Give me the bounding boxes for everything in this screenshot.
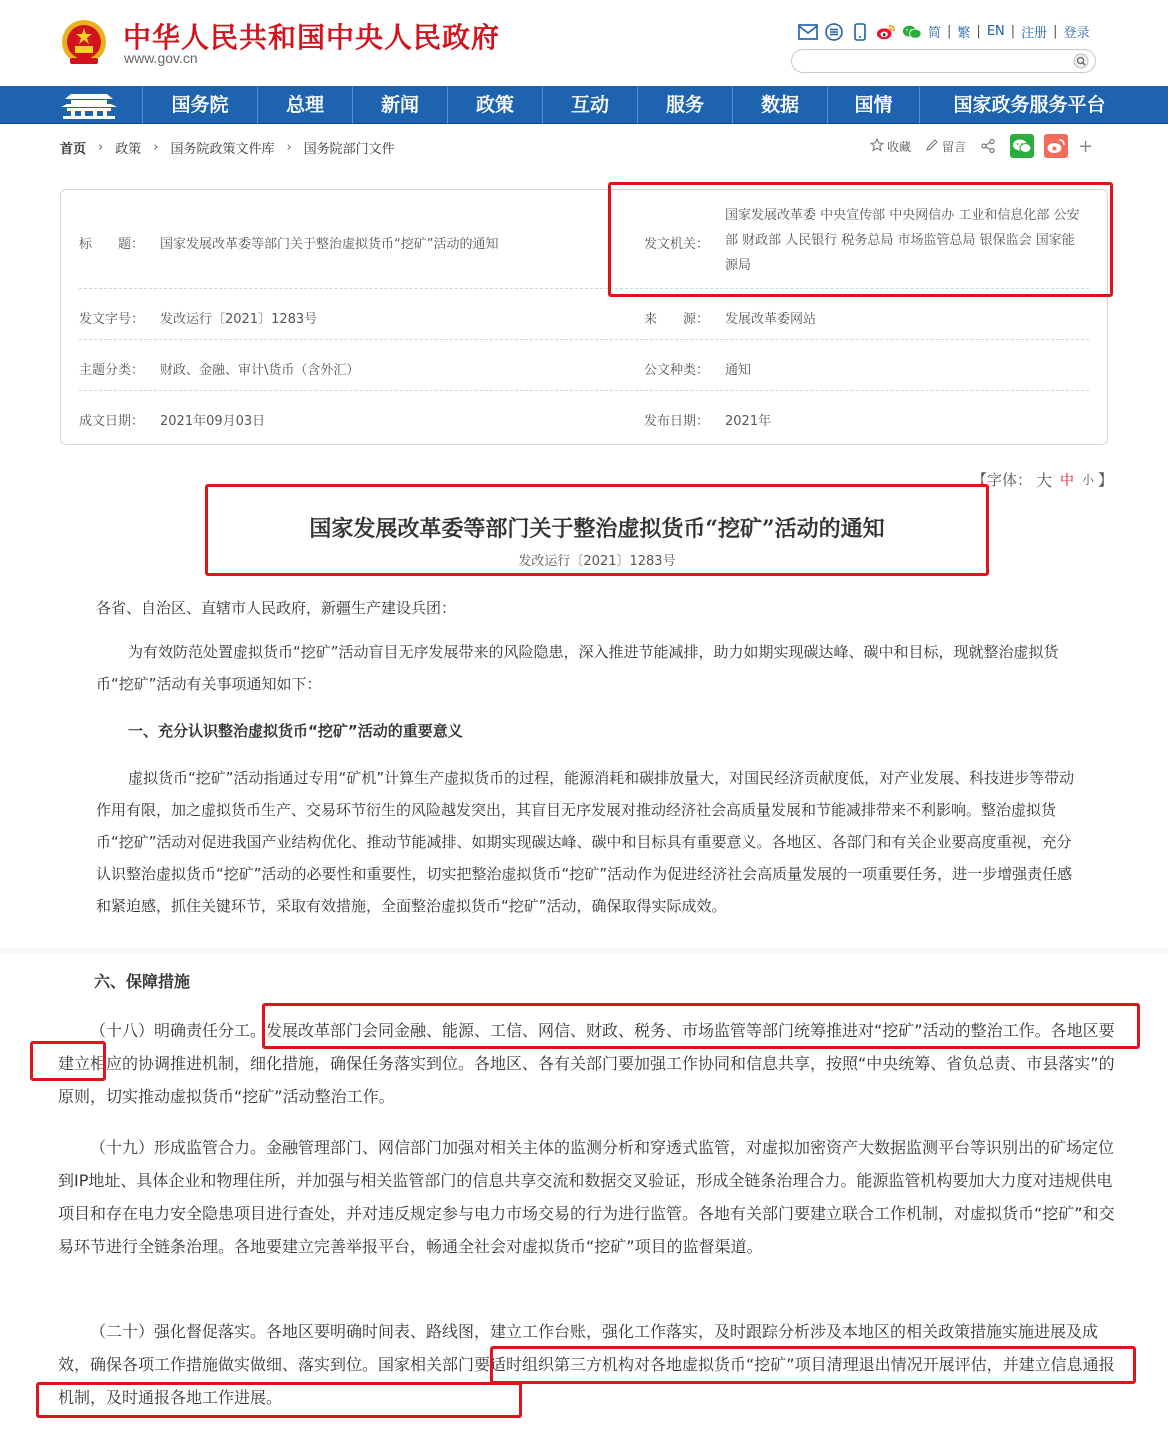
breadcrumb-home-link[interactable]: 首页 <box>60 142 87 157</box>
doc-number-label: 发文字号： <box>79 312 145 327</box>
mail-icon[interactable] <box>798 22 818 42</box>
publish-date-label: 发布日期： <box>644 414 710 429</box>
font-size-switcher <box>972 468 1113 491</box>
login-link[interactable]: 登录 <box>1063 26 1090 41</box>
more-share-button[interactable]: + <box>1078 135 1094 157</box>
document-number: 发改运行〔2021〕1283号 <box>518 554 676 569</box>
source-value: 发展改革委网站 <box>725 312 817 327</box>
lang-separator: | <box>1010 24 1016 39</box>
section-6-heading: 六、保障措施 <box>94 972 191 991</box>
topic-label: 主题分类： <box>79 363 145 378</box>
written-date-label: 成文日期： <box>79 414 145 429</box>
search-input[interactable] <box>791 49 1096 73</box>
font-size-small-button[interactable]: 小 <box>1082 473 1095 487</box>
info-row-docno <box>79 289 1089 340</box>
lang-links <box>928 22 1090 41</box>
rss-icon[interactable] <box>824 22 844 42</box>
lang-separator: | <box>976 24 981 39</box>
doc-type-label: 公文种类： <box>644 363 710 378</box>
site-url[interactable]: www.gov.cn <box>124 50 198 66</box>
intro-paragraph: 为有效防范处置虚拟货币“挖矿”活动盲目无序发展带来的风险隐患，深入推进节能减排，助力如期实现碳达峰、碳中和目标，现就整治虚拟货币“挖矿”活动有关事项通知如下： <box>96 643 1059 693</box>
doc-type-value: 通知 <box>725 363 752 378</box>
font-size-open: 【字体： <box>972 471 1033 489</box>
item-19-paragraph: （十九）形成监管合力。金融管理部门、网信部门加强对相关主体的监测分析和穿透式监管，对虚拟加密资产大数据监测平台等识别出的矿场定位到IP地址、具体企业和物理住所，并加强与相关监管部门的信息共享交流和数据交叉验证，形成全链条治理合力。能源监管机构要加大力度对违规供电项目和存在电力安全隐患项目进行查处，并对违反规定参与电力市场交易的行为进行监管。各地有关部门要建立联合工作机制，对虚拟货币“挖矿”和交易环节进行全链条治理。各地要建立完善举报平台，畅通全社会对虚拟货币“挖矿”项目的监督渠道。 <box>58 1138 1115 1256</box>
section-1-body: 虚拟货币“挖矿”活动指通过专用“矿机”计算生产虚拟货币的过程，能源消耗和碳排放量大，对国民经济贡献度低，对产业发展、科技进步等带动作用有限，加之虚拟货币生产、交易环节衍生的风险越发突出，其盲目无序发展对推动经济社会高质量发展和节能减排带来不利影响。整治虚拟货币“挖矿”活动对促进我国产业结构优化、推动节能减排、如期实现碳达峰、碳中和目标具有重要意义。各地区、各部门和有关企业要高度重视，充分认识整治虚拟货币“挖矿”活动的必要性和重要性，切实把整治虚拟货币“挖矿”活动作为促进经济社会高质量发展的一项重要任务，进一步增强责任感和紧迫感，抓住关键环节，采取有效措施，全面整治虚拟货币“挖矿”活动，确保取得实际成效。 <box>96 769 1075 915</box>
font-size-medium-button[interactable]: 中 <box>1060 472 1075 489</box>
chevron-right-icon: › <box>98 140 104 155</box>
screenshot-seam <box>0 948 1168 954</box>
issuer-value: 国家发展改革委 中央宣传部 中央网信办 工业和信息化部 公安部 财政部 人民银行 税务总局 市场监管总局 银保监会 国家能源局 <box>725 208 1080 273</box>
written-date-value: 2021年09月03日 <box>160 414 266 429</box>
info-row-dates <box>79 391 1089 445</box>
document-title: 国家发展改革委等部门关于整治虚拟货币“挖矿”活动的通知 <box>309 516 885 542</box>
lang-english-link[interactable]: EN <box>986 24 1005 39</box>
breadcrumb <box>60 138 395 157</box>
weibo-icon[interactable] <box>876 22 896 42</box>
item-18-paragraph: （十八）明确责任分工。发展改革部门会同金融、能源、工信、网信、财政、税务、市场监管等部门统筹推进对“挖矿”活动的整治工作。各地区要建立相应的协调推进机制，细化措施，确保任务落实到位。各地区、各有关部门要加强工作协同和信息共享，按照“中央统筹、省负总责、市县落实”的原则，切实推动虚拟货币“挖矿”活动整治工作。 <box>58 1021 1115 1106</box>
lang-traditional-link[interactable]: 繁 <box>957 26 971 41</box>
font-size-close: 】 <box>1098 471 1114 489</box>
wechat-icon[interactable] <box>902 22 922 42</box>
breadcrumb-policy-link[interactable]: 政策 <box>115 142 142 157</box>
mobile-icon[interactable] <box>850 22 870 42</box>
section-1-heading: 一、充分认识整治虚拟货币“挖矿”活动的重要意义 <box>128 722 463 740</box>
info-row-topic <box>79 340 1089 391</box>
share-weibo-icon[interactable] <box>1044 134 1068 158</box>
title-value: 国家发展改革委等部门关于整治虚拟货币“挖矿”活动的通知 <box>160 237 499 252</box>
nav-item-news[interactable]: 新闻 <box>352 86 447 124</box>
nav-item-premier[interactable]: 总理 <box>257 86 352 124</box>
nav-item-service[interactable]: 服务 <box>637 86 732 124</box>
star-icon <box>870 138 884 155</box>
chevron-right-icon: › <box>286 140 292 155</box>
national-emblem-icon[interactable] <box>60 18 108 68</box>
nav-home-icon[interactable] <box>52 86 126 124</box>
search-icon[interactable] <box>1073 53 1089 69</box>
comment-label: 留言 <box>942 139 967 154</box>
register-link[interactable]: 注册 <box>1021 26 1048 41</box>
lang-separator: | <box>1053 24 1058 39</box>
issuer-label: 发文机关： <box>644 237 710 252</box>
breadcrumb-library-link[interactable]: 国务院政策文件库 <box>170 142 275 157</box>
lang-separator: | <box>947 24 952 39</box>
main-nav <box>0 86 1168 124</box>
info-row-title <box>79 190 1089 289</box>
chevron-right-icon: › <box>153 140 159 155</box>
collect-label: 收藏 <box>887 139 912 154</box>
site-header <box>0 0 1168 86</box>
page-tools <box>870 134 1093 158</box>
nav-item-national-conditions[interactable]: 国情 <box>827 86 919 124</box>
source-label: 来 源： <box>644 312 710 327</box>
share-icon[interactable] <box>980 138 996 154</box>
collect-button[interactable] <box>870 138 911 155</box>
share-wechat-icon[interactable] <box>1010 134 1034 158</box>
lang-simplified-link[interactable]: 简 <box>928 26 942 41</box>
title-label: 标 题： <box>79 237 145 252</box>
topic-value: 财政、金融、审计\货币（含外汇） <box>160 363 360 378</box>
pencil-icon <box>925 138 939 155</box>
salutation: 各省、自治区、直辖市人民政府，新疆生产建设兵团： <box>96 599 457 617</box>
nav-item-state-council[interactable]: 国务院 <box>142 86 257 124</box>
nav-item-policy[interactable]: 政策 <box>447 86 542 124</box>
nav-item-interaction[interactable]: 互动 <box>542 86 637 124</box>
font-size-large-button[interactable]: 大 <box>1036 471 1053 490</box>
publish-date-value: 2021年 <box>725 414 772 429</box>
breadcrumb-dept-docs-link[interactable]: 国务院部门文件 <box>303 142 395 157</box>
nav-item-service-platform[interactable]: 国家政务服务平台 <box>919 86 1139 124</box>
site-title[interactable]: 中华人民共和国中央人民政府 <box>123 21 501 54</box>
nav-item-data[interactable]: 数据 <box>732 86 827 124</box>
top-icons <box>798 20 922 44</box>
comment-button[interactable] <box>925 138 966 155</box>
doc-number-value: 发改运行〔2021〕1283号 <box>160 312 318 327</box>
item-20-paragraph: （二十）强化督促落实。各地区要明确时间表、路线图，建立工作台账，强化工作落实，及时跟踪分析涉及本地区的相关政策措施实施进展及成效，确保各项工作措施做实做细、落实到位。国家相关部门要适时组织第三方机构对各地虚拟货币“挖矿”项目清理退出情况开展评估，并建立信息通报机制，及时通报各地工作进展。 <box>58 1322 1115 1407</box>
document-info-table <box>60 189 1108 445</box>
